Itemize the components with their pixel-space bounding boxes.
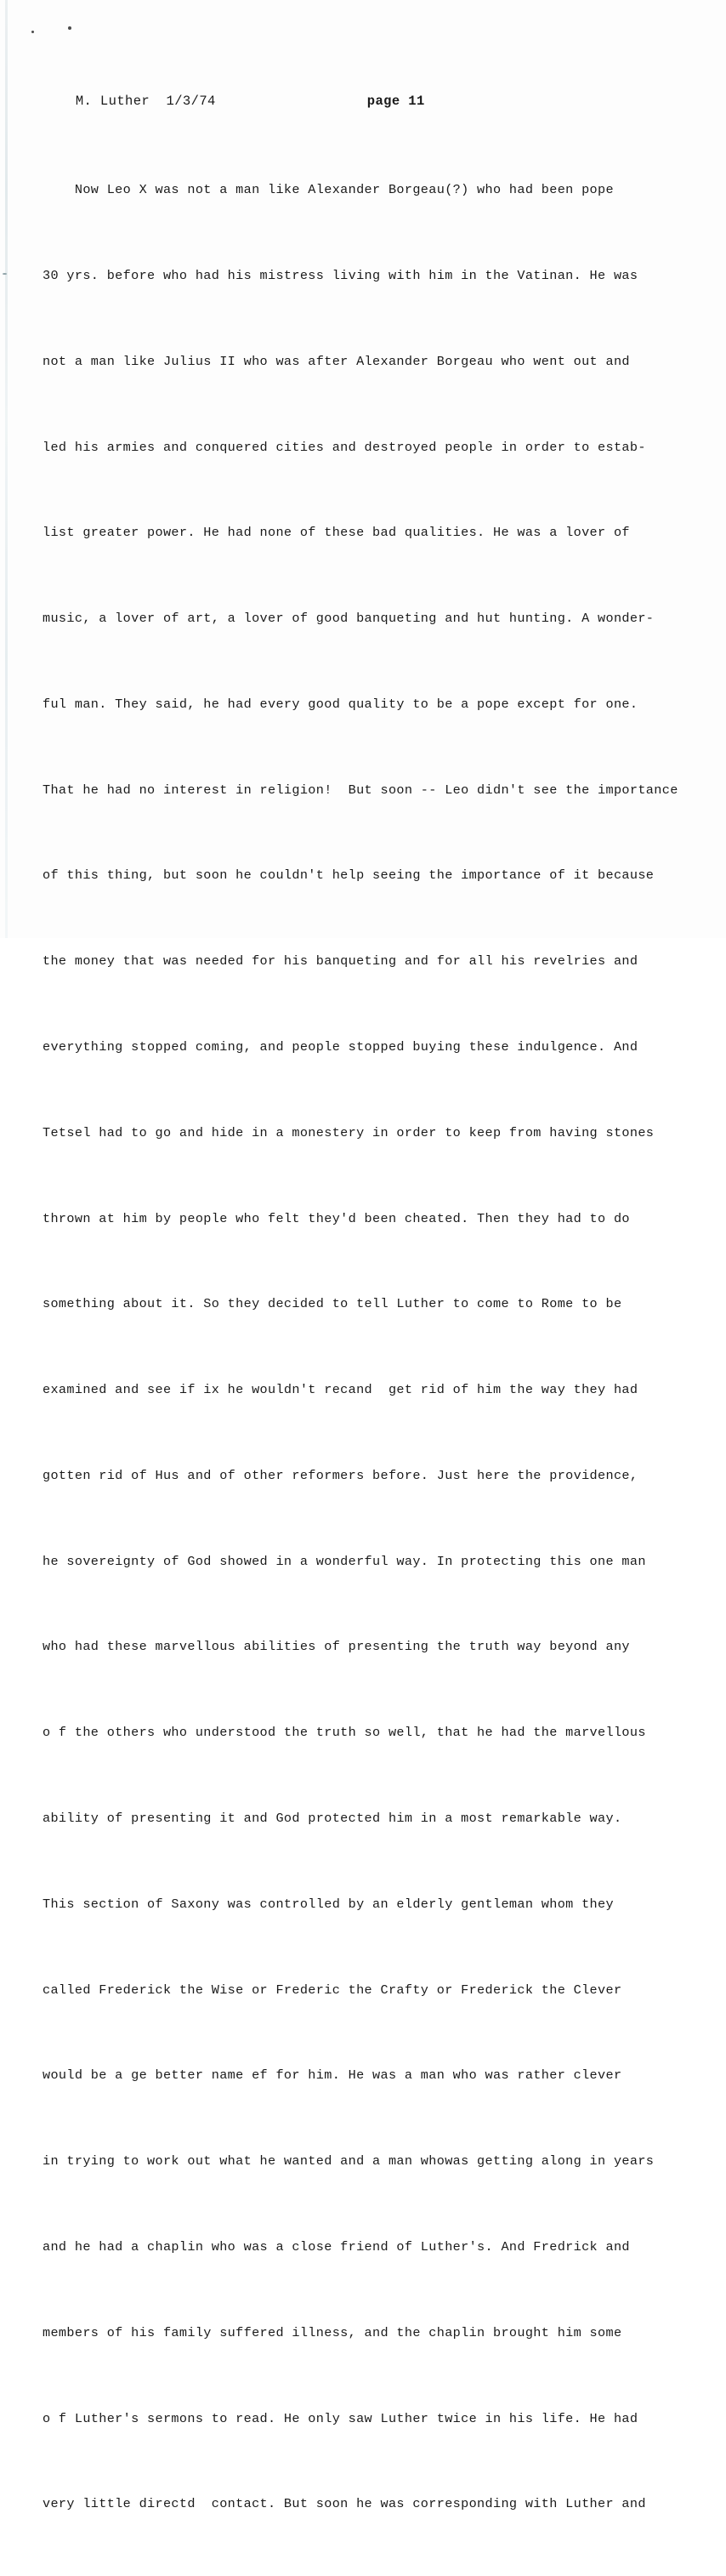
text-line: who had these marvellous abilities of presenting the truth way beyond any bbox=[43, 1639, 630, 1655]
text-line: list greater power. He had none of these bad qualities. He was a lover of bbox=[43, 525, 630, 541]
text-line: o f Luther's sermons to read. He only saw Luther twice in his life. He had bbox=[43, 2410, 638, 2426]
text-line: thrown at him by people who felt they'd been cheated. Then they had to do bbox=[43, 1210, 630, 1226]
text-line: That he had no interest in religion! But soon -- Leo didn't see the importance bbox=[43, 782, 678, 798]
text-line: members of his family suffered illness, and the chaplin brought him some bbox=[43, 2324, 622, 2340]
text-line: the money that was needed for his banqueting and for all his revelries and bbox=[43, 953, 638, 970]
text-line: of this thing, but soon he couldn't help seeing the importance of it because bbox=[43, 867, 655, 884]
text-line: ability of presenting it and God protected him in a most remarkable way. bbox=[43, 1811, 622, 1827]
text-line: examined and see if ix he wouldn't recand get rid of him the way they had bbox=[43, 1382, 638, 1398]
text-line: This section of Saxony was controlled by an elderly gentleman whom they bbox=[43, 1896, 614, 1912]
text-line: called Frederick the Wise or Frederic the Crafty or Frederick the Clever bbox=[43, 1982, 622, 1998]
text-line: gotten rid of Hus and of other reformers before. Just here the providence, bbox=[43, 1467, 638, 1483]
text-line: led his armies and conquered cities and destroyed people in order to estab- bbox=[43, 439, 646, 455]
text-line: everything stopped coming, and people stopped buying these indulgence. And bbox=[43, 1039, 638, 1055]
text-line: in trying to work out what he wanted and a man whowas getting along in years bbox=[43, 2153, 655, 2169]
text-line: ful man. They said, he had every good quality to be a pope except for one. bbox=[43, 696, 638, 712]
text-line: not a man like Julius II who was after Alexander Borgeau who went out and bbox=[43, 353, 630, 369]
text-line: he sovereignty of God showed in a wonderful way. In protecting this one man bbox=[43, 1553, 646, 1569]
text-line: o f the others who understood the truth so well, that he had the marvellous bbox=[43, 1725, 646, 1741]
header-author-date: M. Luther 1/3/74 bbox=[75, 94, 216, 109]
text-line: and he had a chaplin who was a close friend of Luther's. And Fredrick and bbox=[43, 2238, 630, 2255]
text-line: very little directd contact. But soon he was corresponding with Luther and bbox=[43, 2496, 646, 2512]
text-line: 30 yrs. before who had his mistress living with him in the Vatinan. He was bbox=[43, 267, 638, 283]
text-line: something about it. So they decided to tell Luther to come to Rome to be bbox=[43, 1296, 622, 1312]
header-page-number: page 11 bbox=[366, 94, 425, 109]
scan-edge-artifact bbox=[5, 0, 8, 938]
text-line: would be a ge better name ef for him. He was a man who was rather clever bbox=[43, 2067, 622, 2084]
scan-speck bbox=[31, 31, 34, 33]
scan-speck bbox=[68, 26, 71, 30]
scan-speck bbox=[3, 273, 7, 275]
page-header bbox=[43, 78, 689, 124]
text-line: Now Leo X was not a man like Alexander Borgeau(?) who had been pope bbox=[43, 182, 614, 198]
text-line: music, a lover of art, a lover of good banqueting and hut hunting. A wonder- bbox=[43, 611, 655, 627]
text-line: Tetsel had to go and hide in a monestery in order to keep from having stones bbox=[43, 1124, 655, 1140]
document-body bbox=[43, 119, 723, 2576]
